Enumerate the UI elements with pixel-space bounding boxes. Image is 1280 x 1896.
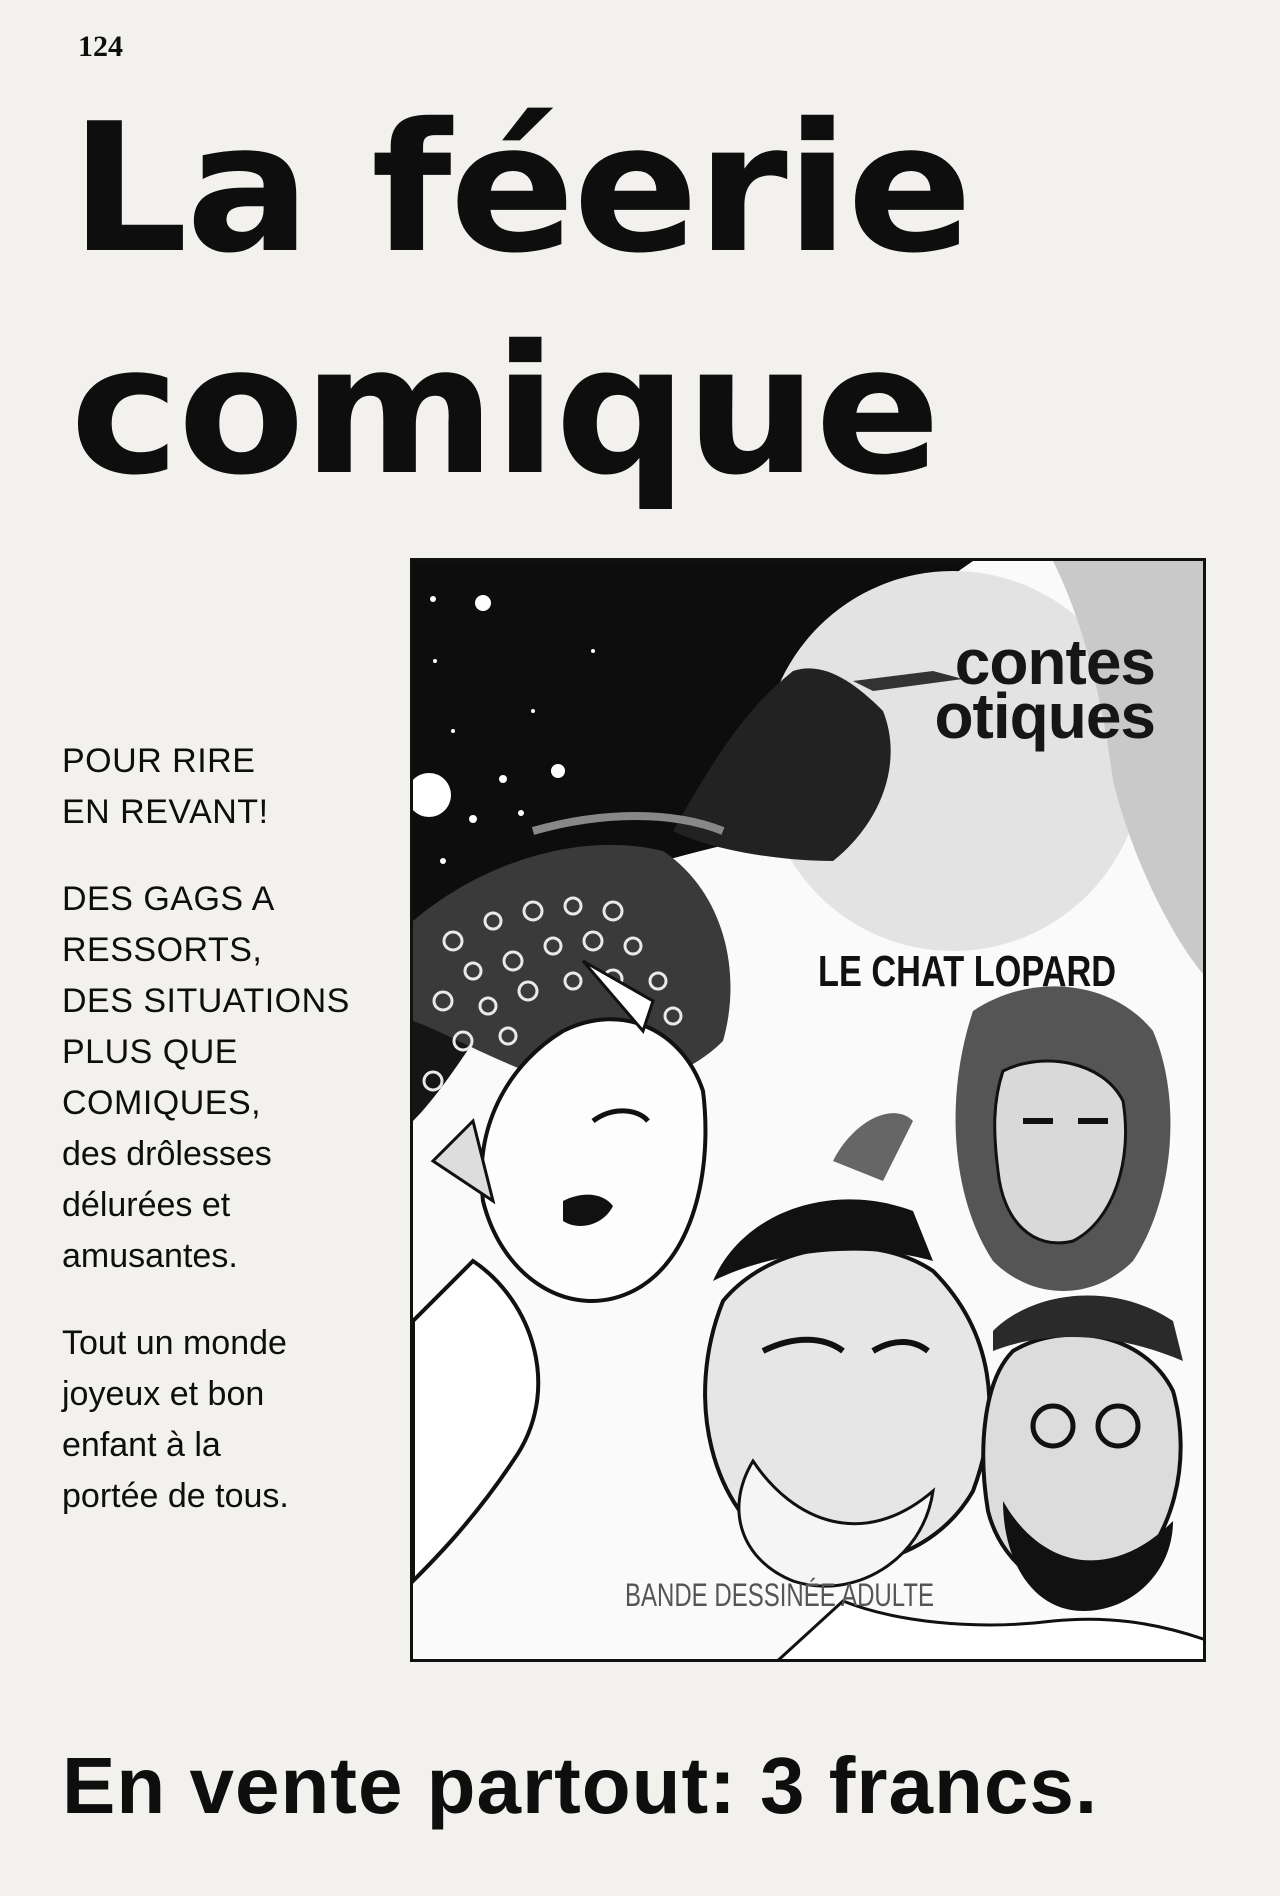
blurb	[62, 736, 402, 1558]
blurb-line: joyeux et bon	[62, 1375, 265, 1413]
blurb-paragraph-2	[62, 874, 402, 1282]
blurb-paragraph-3	[62, 1318, 402, 1522]
blurb-line: PLUS QUE	[62, 1033, 238, 1071]
blurb-line: DES GAGS A	[62, 880, 275, 918]
call-to-action: En vente partout: 3 francs.	[62, 1741, 1099, 1830]
blurb-line: des drôlesses	[62, 1135, 272, 1173]
headline-line-1: La féerie	[70, 85, 971, 292]
blurb-line: enfant à la	[62, 1426, 221, 1464]
blurb-line: amusantes.	[62, 1237, 238, 1275]
cover-series-line-1: contes	[954, 626, 1155, 698]
blurb-line: DES SITUATIONS	[62, 982, 350, 1020]
page-number: 124	[78, 30, 123, 63]
blurb-line: portée de tous.	[62, 1477, 289, 1515]
blurb-line: COMIQUES,	[62, 1084, 262, 1122]
blurb-line: EN REVANT!	[62, 793, 269, 831]
headline-line-2: comique	[70, 307, 939, 514]
cover-series-name	[745, 626, 1155, 752]
cover-genre-label: BANDE DESSINÉE ADULTE	[625, 1577, 934, 1613]
cover-series-line-2: otiques	[934, 680, 1155, 752]
cover-story-title: LE CHAT LOPARD	[818, 947, 1117, 996]
comic-cover	[410, 558, 1206, 1662]
blurb-paragraph-1	[62, 736, 402, 838]
blurb-line: POUR RIRE	[62, 742, 256, 780]
blurb-line: délurées et	[62, 1186, 231, 1224]
blurb-line: Tout un monde	[62, 1324, 287, 1362]
blurb-line: RESSORTS,	[62, 931, 263, 969]
headline	[70, 78, 971, 522]
